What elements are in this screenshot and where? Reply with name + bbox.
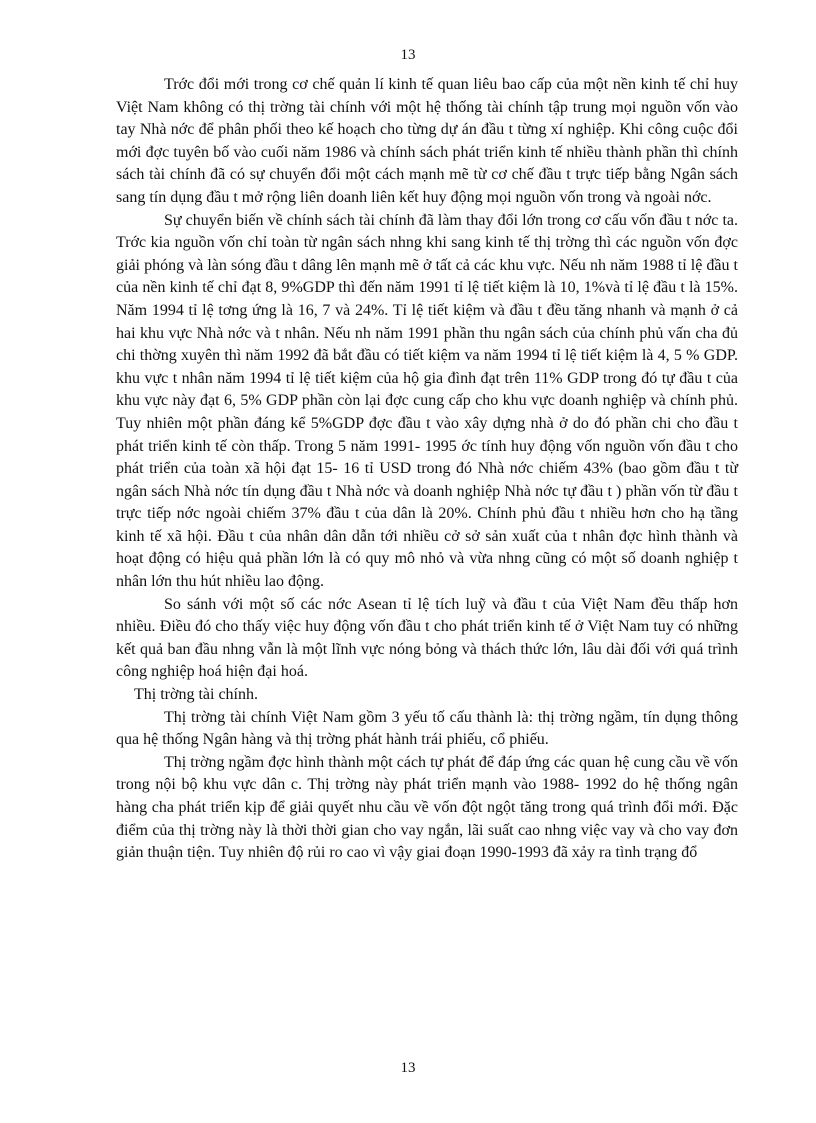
document-body [116,74,738,865]
paragraph-3: So sánh với một số các nớc Asean tỉ lệ tích luỹ và đầu t của Việt Nam đều thấp hơn nhiều. Điều đó cho thấy việc huy động vốn đầu t cho phát triển kinh tế ở Việt Nam tuy có những kết quả ban đầu nhng vẫn là một lĩnh vực nóng bỏng và thách thức lớn, lâu dài đối với quá trình công nghiệp hoá hiện đại hoá. [116,595,738,681]
paragraph-5: Thị trờng ngầm đợc hình thành một cách tự phát để đáp ứng các quan hệ cung cầu về vốn trong nội bộ khu vực dân c. Thị trờng này phát triển mạnh vào 1988- 1992 do hệ thống ngân hàng cha phát triển kịp để giải quyết nhu cầu về vốn đột ngột tăng trong quá trình đổi mới. Đặc điểm của thị trờng này là thời thời gian cho vay ngắn, lãi suất cao nhng việc vay và cho vay đơn giản thuận tiện. Tuy nhiên độ rủi ro cao vì vậy giai đoạn 1990-1993 đã xảy ra tình trạng đổ [116,753,738,862]
page-number-bottom: 13 [400,1060,416,1076]
section-heading: Thị trờng tài chính. [134,686,258,704]
paragraph-2: Sự chuyển biến về chính sách tài chính đã làm thay đổi lớn trong cơ cấu vốn đầu t nớc ta. Trớc kia nguồn vốn chỉ toàn từ ngân sách nhng khi sang kinh tế thị trờng thì các nguồn vốn đợc giải phóng và làn sóng đầu t dâng lên mạnh mẽ ở tất cả các khu vực. Nếu nh năm 1988 tỉ lệ đầu t của nền kinh tế chỉ đạt 8, 9%GDP thì đến năm 1991 tỉ lệ tiết kiệm là 10, 1%và tỉ lệ đầu t là 15%. Năm 1994 tỉ lệ tơng ứng là 16, 7 và 24%. Tỉ lệ tiết kiệm và đầu t đều tăng nhanh và mạnh ở cả hai khu vực Nhà nớc và t nhân. Nếu nh năm 1991 phần thu ngân sách của chính phủ vấn cha đủ chi thờng xuyên thì năm 1992 đã bắt đầu có tiết kiệm va năm 1994 tỉ lệ tiết kiệm là 4, 5 % GDP. khu vực t nhân năm 1994 tỉ lệ tiết kiệm của hộ gia đình đạt trên 11% GDP trong đó tự đầu t của khu vực này đạt 6, 5% GDP phần còn lại đợc cung cấp cho khu vực doanh nghiệp và chính phủ. Tuy nhiên một phần đáng kể 5%GDP đợc đầu t vào xây dựng nhà ở do đó phần chi cho đầu t phát triển kinh tế còn thấp. Trong 5 năm 1991- 1995 ớc tính huy động vốn nguồn vốn đầu t cho phát triển của toàn xã hội đạt 15- 16 tỉ USD trong đó Nhà nớc chiếm 43% (bao gồm đầu t từ ngân sách Nhà nớc tín dụng đầu t Nhà nớc và doanh nghiệp Nhà nớc tự đầu t ) phần vốn từ đầu t trực tiếp nớc ngoài chiếm 37% đầu t của dân là 20%. Chính phủ đầu t nhiều hơn cho hạ tầng kinh tế xã hội. Đầu t của nhân dân dẫn tới nhiều cở sở sản xuất của t nhân đợc hình thành và hoạt động có hiệu quả phần lớn là có quy mô nhỏ và vừa nhng cũng có một số doanh nghiệp t nhân lớn thu hút nhiều lao động. [116,211,738,591]
paragraph-4: Thị trờng tài chính Việt Nam gồm 3 yếu tố cấu thành là: thị trờng ngầm, tín dụng thông qua hệ thống Ngân hàng và thị trờng phát hành trái phiếu, cổ phiếu. [116,708,738,749]
page-number-top: 13 [400,47,416,63]
paragraph-1: Trớc đổi mới trong cơ chế quản lí kinh tế quan liêu bao cấp của một nền kinh tế chỉ huy Việt Nam không có thị trờng tài chính với một hệ thống tài chính tập trung mọi nguồn vốn vào tay Nhà nớc để phân phối theo kế hoạch cho từng dự án đầu t từng xí nghiệp. Khi công cuộc đổi mới đợc tuyên bố vào cuối năm 1986 và chính sách phát triển kinh tế nhiều thành phần thì chính sách tài chính đã có sự chuyển đổi một cách mạnh mẽ từ cơ chế đầu t trực tiếp bằng Ngân sách sang tín dụng đầu t mở rộng liên doanh liên kết huy động mọi nguồn vốn trong và ngoài nớc. [116,76,738,206]
